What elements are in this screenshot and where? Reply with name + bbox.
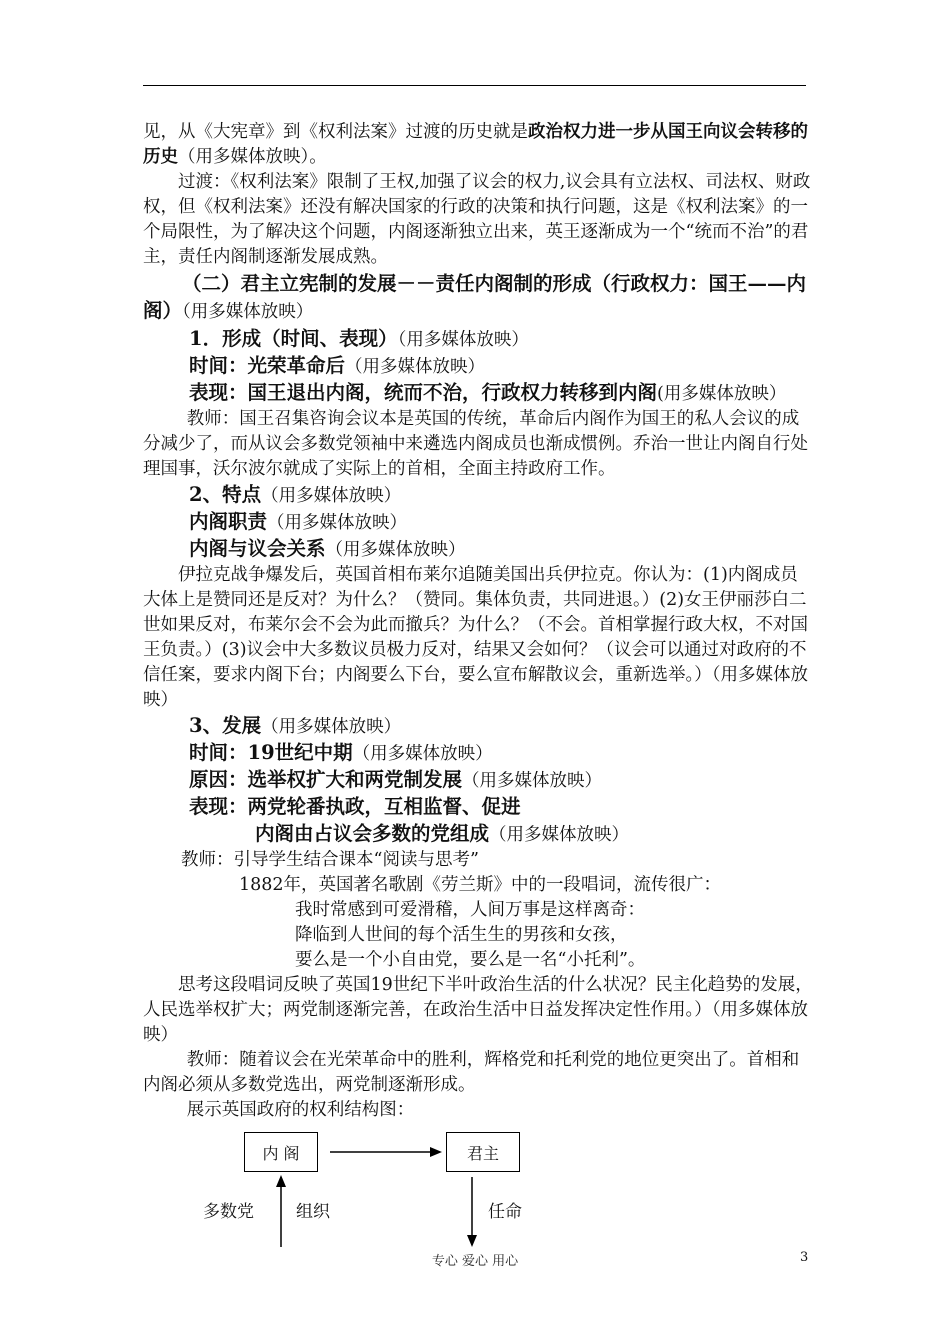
subsection-3-heading: 3、发展（用多媒体放映） [189,714,402,737]
song-line-2: 降临到人世间的每个活生生的男孩和女孩， [295,925,628,945]
appoint-label: 任命 [488,1202,522,1222]
diagram-arrows [190,1127,570,1257]
diagram-caption: 展示英国政府的权利结构图： [186,1100,415,1120]
paragraph-teacher-2: 教师：引导学生结合课本“阅读与思考” [181,850,479,870]
majority-party-label: 多数党 [203,1202,254,1222]
cabinet-box: 内 阁 [244,1132,318,1172]
subsection-3-time: 时间：19世纪中期（用多媒体放映） [189,741,493,764]
header-rule [143,85,806,86]
subsection-1-expression: 表现：国王退出内阁，统而不治，行政权力转移到内阁(用多媒体放映） [189,381,787,404]
subsection-3-expression-1: 表现：两党轮番执政，互相监督、促进 [189,795,521,818]
paragraph-teacher-1: 教师：国王召集咨询会议本是英国的传统，革命后内阁作为国王的私人会议的成分减少了，而从议会多数党领袖中来遴选内阁成员也渐成惯例。乔治一世让内阁自行处理国事，沃尔波尔就成了实际上的首相，全面主持政府工作。 [143,409,808,479]
subsection-2-item-b: 内阁与议会关系（用多媒体放映） [189,537,466,560]
paragraph-continuation: 见，从《大宪章》到《权利法案》过渡的历史就是政治权力进一步从国王向议会转移的历史（用多媒体放映）。 [143,122,808,167]
subsection-2-heading: 2、特点（用多媒体放映） [189,483,402,506]
subsection-3-expression-2: 内阁由占议会多数的党组成（用多媒体放映） [255,822,630,845]
organize-label: 组织 [296,1202,330,1222]
song-line-3: 要么是一个小自由党，要么是一名“小托利”。 [295,950,646,970]
subsection-1-time: 时间：光荣革命后（用多媒体放映） [189,354,486,377]
monarch-box: 君主 [446,1132,520,1172]
document-body [143,120,813,1123]
subsection-1-heading: 1．形成（时间、表现）（用多媒体放映） [189,327,529,350]
section-heading: （二）君主立宪制的发展－－责任内阁制的形成（行政权力：国王——内阁）（用多媒体放映） [143,272,807,322]
subsection-2-item-a: 内阁职责（用多媒体放映） [189,510,408,533]
song-line-1: 我时常感到可爱滑稽，人间万事是这样离奇： [295,900,645,920]
song-intro: 1882年，英国著名歌剧《劳兰斯》中的一段唱词，流传很广： [239,875,722,895]
emphasis-text: 政治权力进一步从国王向议会转移的历史 [143,122,808,167]
power-structure-diagram [190,1127,570,1257]
paragraph-transition: 过渡：《权利法案》限制了王权,加强了议会的权力,议会具有立法权、司法权、财政权，但《权利法案》还没有解决国家的行政的决策和执行问题，这是《权利法案》的一个局限性，为了解决这个问题，内阁逐渐独立出来，英王逐渐成为一个“统而不治”的君主，责任内阁制逐渐发展成熟。 [143,172,811,267]
paragraph-teacher-3: 教师：随着议会在光荣革命中的胜利，辉格党和托利党的地位更突出了。首相和内阁必须从多数党选出，两党制逐渐形成。 [143,1050,800,1095]
footer-motto: 专心 爱心 用心 [431,1254,519,1269]
paragraph-think: 思考这段唱词反映了英国19世纪下半叶政治生活的什么状况？民主化趋势的发展，人民选举权扩大；两党制逐渐完善，在政治生活中日益发挥决定性作用。）（用多媒体放映） [143,975,813,1045]
page-number: 3 [800,1250,809,1265]
subsection-3-reason: 原因：选举权扩大和两党制发展（用多媒体放映） [189,768,603,791]
paragraph-iraq-question: 伊拉克战争爆发后，英国首相布莱尔追随美国出兵伊拉克。你认为：(1)内阁成员大体上是赞同还是反对？为什么？（赞同。集体负责，共同进退。）(2)女王伊丽莎白二世如果反对，布莱尔会不会为此而撤兵？为什么？（不会。首相掌握行政大权，不对国王负责。）(3)议会中大多数议员极力反对，结果又会如何？（议会可以通过对政府的不信任案，要求内阁下台；内阁要么下台，要么宣布解散议会，重新选举。）（用多媒体放映） [143,565,808,710]
